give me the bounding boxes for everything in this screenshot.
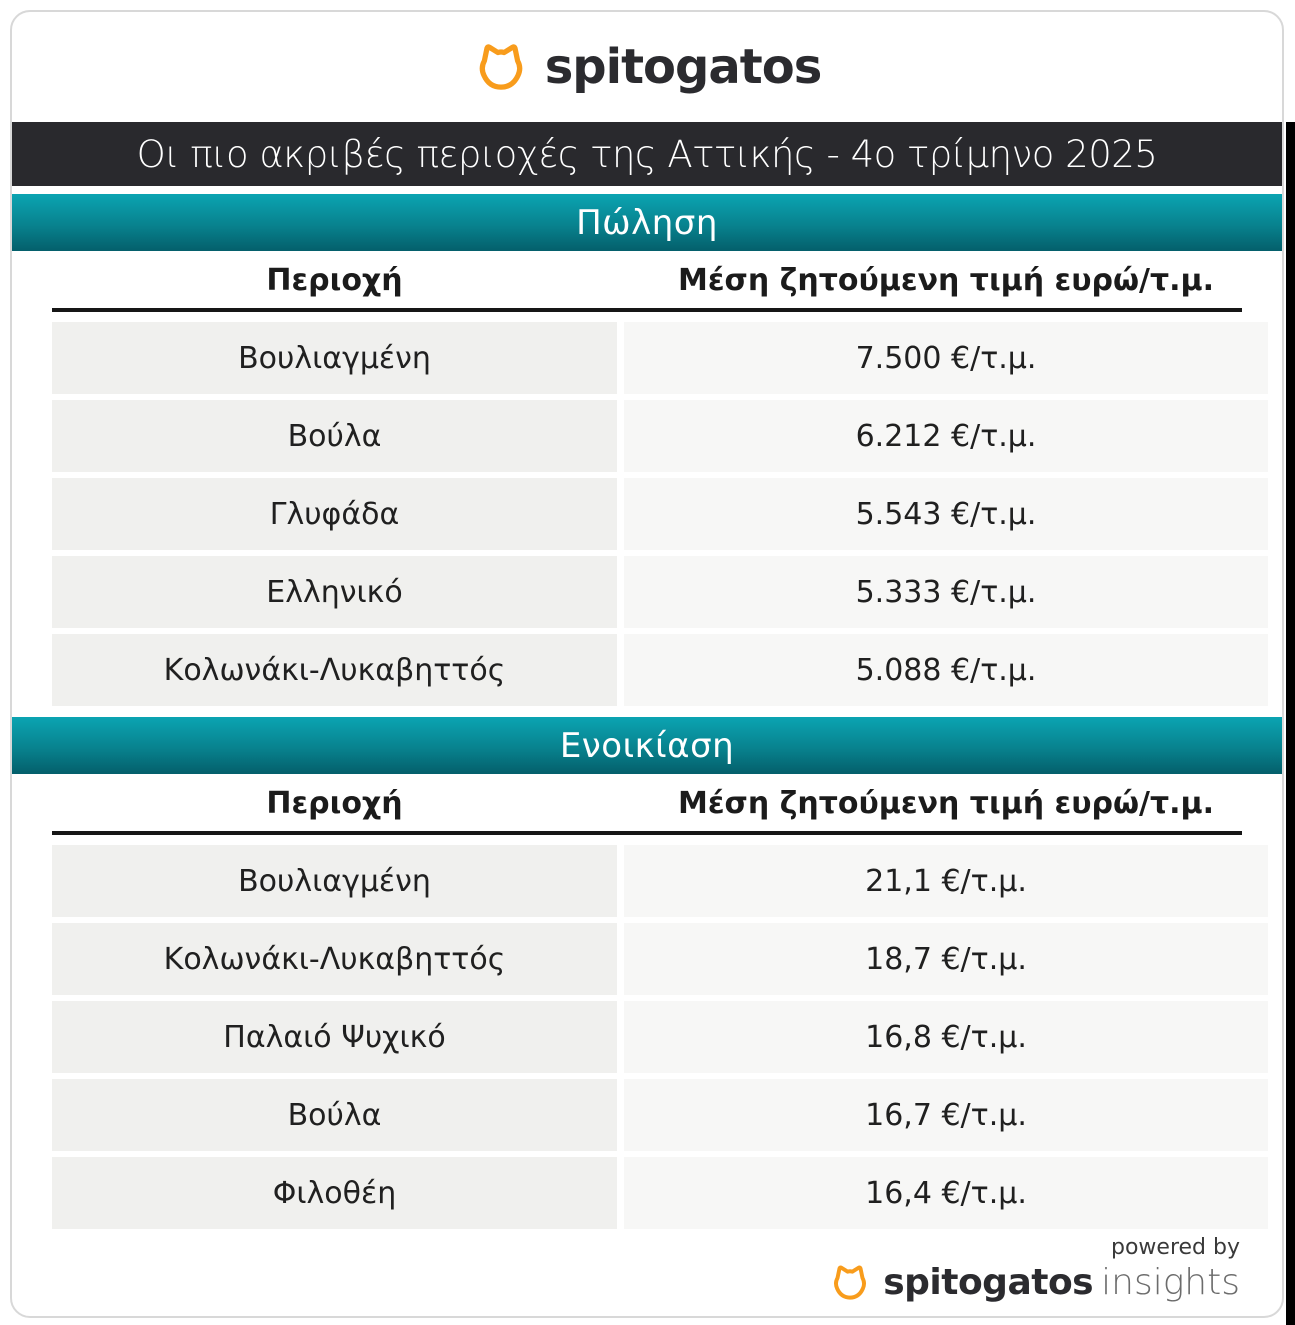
row-price-cell: 5.088 €/τ.μ.	[624, 634, 1268, 706]
sale-col-area-header: Περιοχή	[266, 263, 403, 298]
section-rent	[12, 712, 1282, 1235]
rent-table-header	[52, 774, 1242, 835]
table-row	[52, 400, 1242, 472]
powered-by-label: powered by	[1111, 1235, 1240, 1260]
row-area-cell: Βούλα	[52, 400, 617, 472]
brand-wordmark: spitogatos	[544, 39, 822, 95]
infographic-card	[10, 10, 1284, 1318]
rent-table	[52, 774, 1242, 1229]
row-area-cell: Βούλα	[52, 1079, 617, 1151]
row-price-cell: 16,8 €/τ.μ.	[624, 1001, 1268, 1073]
row-area-cell: Γλυφάδα	[52, 478, 617, 550]
footer-brand	[829, 1262, 1240, 1303]
sale-col-price-header: Μέση ζητούμενη τιμή ευρώ/τ.μ.	[677, 263, 1214, 298]
table-row	[52, 1079, 1242, 1151]
section-rent-heading-label: Ενοικίαση	[559, 725, 735, 766]
row-area-cell: Βουλιαγμένη	[52, 322, 617, 394]
brand-header	[12, 12, 1282, 122]
table-row	[52, 478, 1242, 550]
row-area-cell: Κολωνάκι-Λυκαβηττός	[52, 634, 617, 706]
sale-table-rows	[52, 322, 1242, 706]
sale-table-header	[52, 251, 1242, 312]
right-edge-dark-stripe	[1286, 122, 1295, 1325]
row-area-cell: Παλαιό Ψυχικό	[52, 1001, 617, 1073]
footer	[12, 1235, 1282, 1318]
row-price-cell: 7.500 €/τ.μ.	[624, 322, 1268, 394]
row-price-cell: 21,1 €/τ.μ.	[624, 845, 1268, 917]
row-price-cell: 18,7 €/τ.μ.	[624, 923, 1268, 995]
row-price-cell: 16,4 €/τ.μ.	[624, 1157, 1268, 1229]
footer-cat-logo-icon	[829, 1264, 871, 1301]
footer-insights-label: insights	[1101, 1262, 1240, 1303]
rent-col-price-header: Μέση ζητούμενη τιμή ευρώ/τ.μ.	[677, 786, 1214, 821]
rent-col-area-header: Περιοχή	[266, 786, 403, 821]
main-title-bar	[12, 122, 1282, 186]
footer-wordmark: spitogatos	[883, 1262, 1094, 1303]
main-title: Οι πιο ακριβές περιοχές της Αττικής - 4ο τρίμηνο 2025	[136, 132, 1158, 176]
row-area-cell: Κολωνάκι-Λυκαβηττός	[52, 923, 617, 995]
table-row	[52, 322, 1242, 394]
table-row	[52, 556, 1242, 628]
row-price-cell: 5.543 €/τ.μ.	[624, 478, 1268, 550]
row-price-cell: 5.333 €/τ.μ.	[624, 556, 1268, 628]
table-row	[52, 634, 1242, 706]
cat-logo-icon	[473, 42, 529, 92]
section-sale-heading-label: Πώληση	[576, 202, 718, 243]
rent-table-rows	[52, 845, 1242, 1229]
row-price-cell: 16,7 €/τ.μ.	[624, 1079, 1268, 1151]
table-row	[52, 845, 1242, 917]
sale-table	[52, 251, 1242, 706]
section-sale	[12, 186, 1282, 712]
table-row	[52, 1001, 1242, 1073]
row-area-cell: Βουλιαγμένη	[52, 845, 617, 917]
section-sale-heading	[12, 194, 1282, 251]
row-area-cell: Ελληνικό	[52, 556, 617, 628]
table-row	[52, 923, 1242, 995]
row-area-cell: Φιλοθέη	[52, 1157, 617, 1229]
table-row	[52, 1157, 1242, 1229]
row-price-cell: 6.212 €/τ.μ.	[624, 400, 1268, 472]
section-rent-heading	[12, 717, 1282, 774]
